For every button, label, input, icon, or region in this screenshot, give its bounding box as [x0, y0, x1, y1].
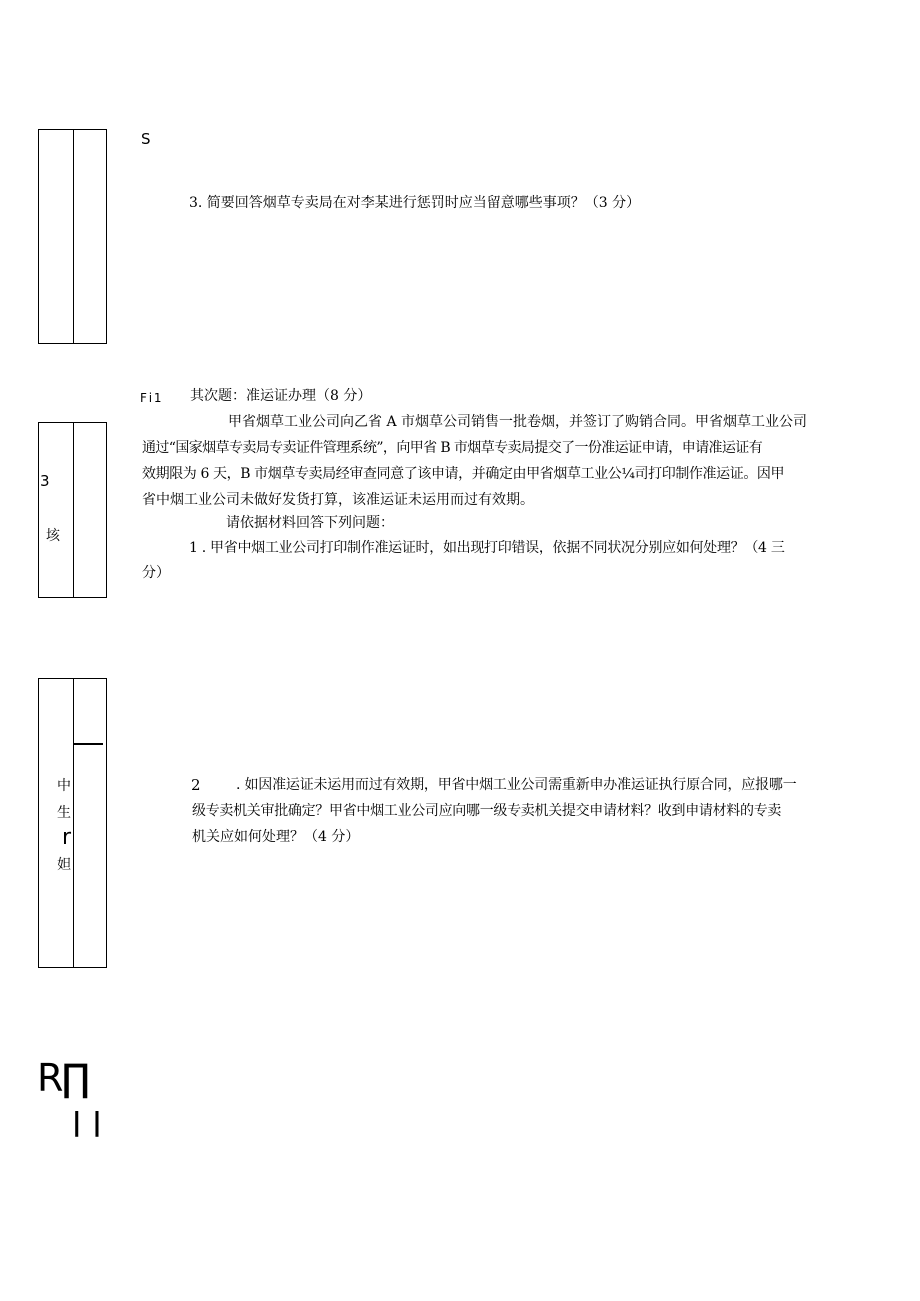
margin-box-1-divider — [73, 129, 74, 344]
question-2-line-1: . 如因准运证未运用而过有效期，甲省中烟工业公司需重新申办准运证执行原合同，应报哪一 — [236, 777, 797, 793]
margin-box-2-number: 3 — [40, 472, 50, 490]
margin-box-2-char: 垓 — [46, 528, 60, 544]
margin-box-3-char-2: 生 — [57, 805, 71, 821]
question-3: 3. 简要回答烟草专卖局在对李某进行惩罚时应当留意哪些事项？（3 分） — [189, 195, 641, 211]
question-2-line-3: 机关应如何处理？（4 分） — [192, 829, 360, 845]
material-line-3: 效期限为 6 天，B 市烟草专卖局经审查同意了该申请，并确定由甲省烟草工业公¼司打印制作准运证。因甲 — [142, 466, 785, 482]
s-mark: S — [141, 130, 151, 148]
material-line-2: 通过“国家烟草专卖局专卖证件管理系统”，向甲省 B 市烟草专卖局提交了一份准运证申请，申请准运证有 — [142, 440, 763, 456]
question-2-number: 2 — [191, 776, 201, 794]
bottom-mark-line-2: l l — [72, 1106, 102, 1146]
material-line-4: 省中烟工业公司未做好发货打算，该准运证未运用而过有效期。 — [142, 492, 534, 508]
section-side-mark: F i 1 — [140, 391, 161, 405]
bottom-mark-line-1: R∏ — [37, 1056, 89, 1100]
section-title: 其次题：准运证办理（8 分） — [190, 388, 372, 404]
margin-box-3-divider — [73, 678, 74, 968]
margin-box-2-divider — [73, 422, 74, 598]
margin-box-3-char-1: 中 — [57, 778, 71, 794]
material-line-1: 甲省烟草工业公司向乙省 A 市烟草公司销售一批卷烟，并签订了购销合同。甲省烟草工业公司 — [228, 414, 808, 430]
question-1-line-2: 分） — [142, 565, 170, 581]
instruction-text: 请依据材料回答下列问题： — [226, 515, 394, 531]
material-paragraph — [142, 409, 864, 513]
margin-box-3-char-3: r — [62, 825, 72, 850]
margin-box-3-char-4: 妲 — [57, 857, 71, 873]
question-1-line-1: 1 . 甲省中烟工业公司打印制作准运证时，如出现打印错误，依据不同状况分别应如何处理？（4 三 — [189, 540, 785, 556]
question-2-line-2: 级专卖机关审批确定？甲省中烟工业公司应向哪一级专卖机关提交申请材料？收到申请材料的专卖 — [192, 803, 782, 819]
margin-box-3-dash — [73, 743, 103, 745]
